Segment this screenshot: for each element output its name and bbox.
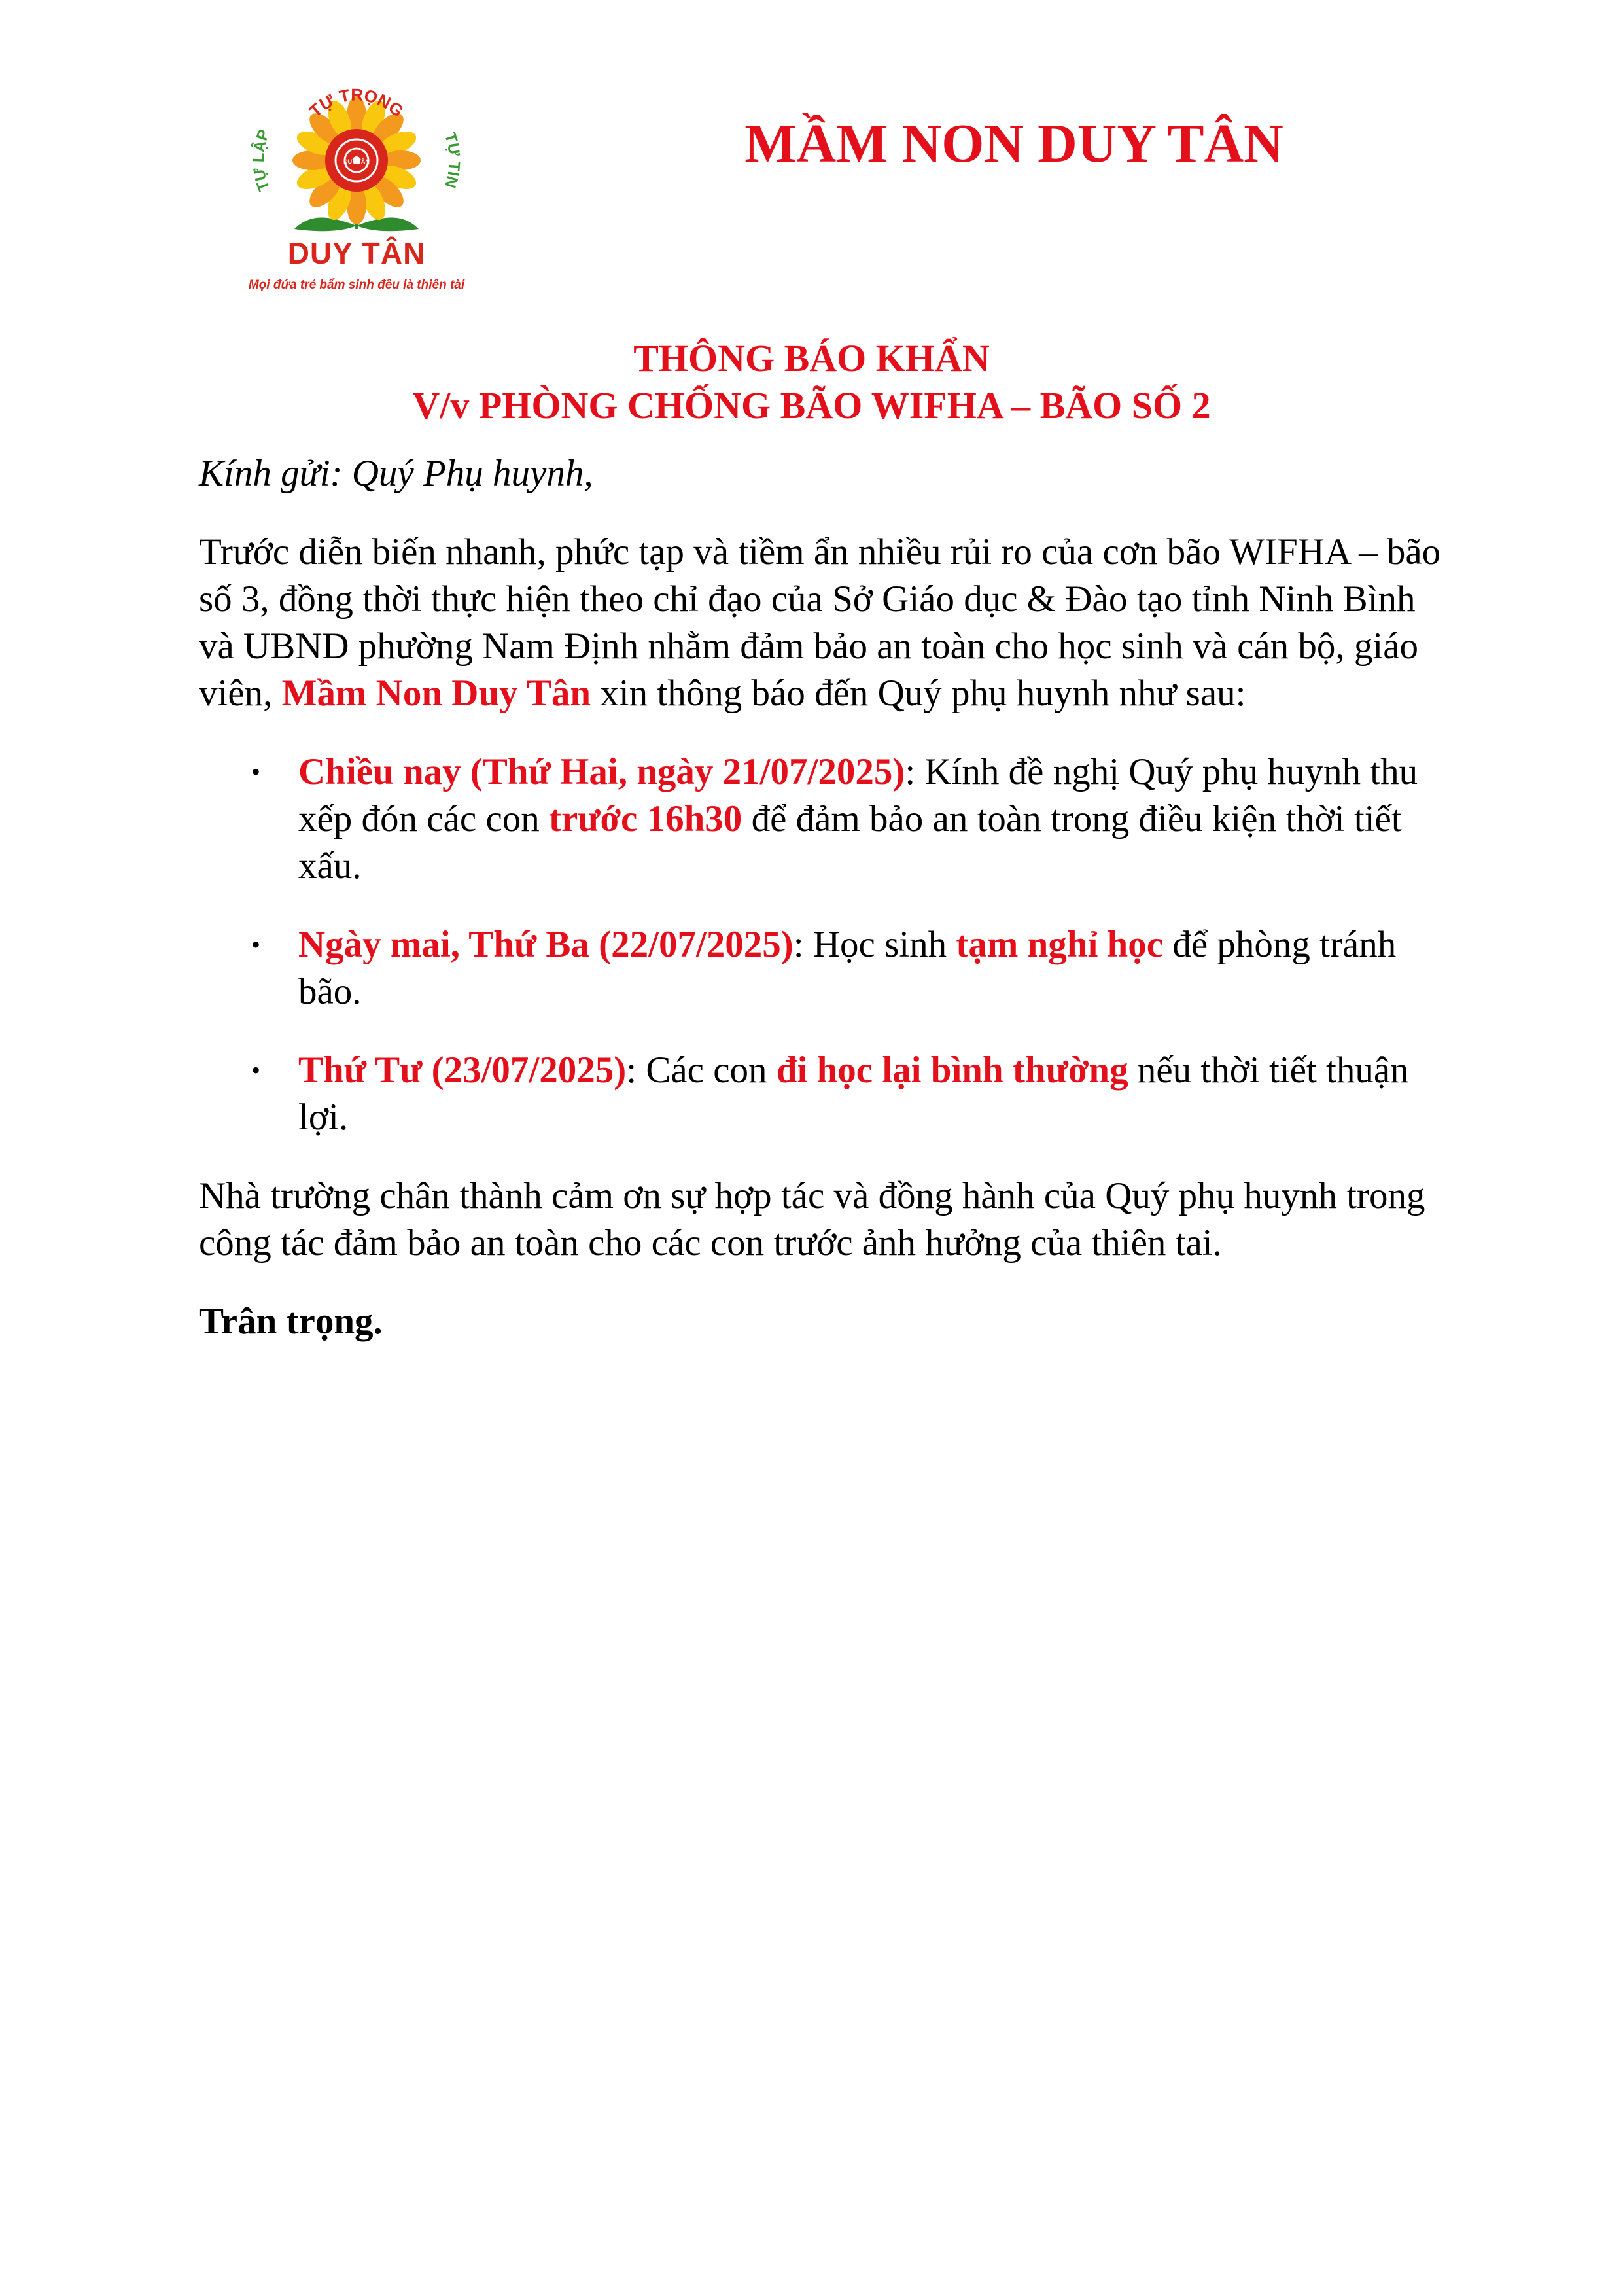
notice-title: [0, 335, 1623, 429]
logo-arc-left-text: TỰ LẬP: [250, 127, 273, 194]
list-item: [199, 1047, 1442, 1141]
notice-title-line1: THÔNG BÁO KHẨN: [633, 337, 990, 380]
list-item: [199, 749, 1442, 890]
intro-text-before: Trước diễn biến nhanh, phức tạp và tiềm ẩn nhiều rủi ro của cơn bão WIFHA – bão số 3, đồng thời thực hiện theo chỉ đạo của Sở Giáo dục & Đào tạo tỉnh Ninh Bình và UBND phường Nam Định nhằm đảm bảo an toàn cho học sinh và cán bộ, giáo viên,: [199, 531, 1441, 714]
item-text: : Các con: [626, 1050, 777, 1091]
intro-text-after: xin thông báo đến Quý phụ huynh như sau:: [591, 673, 1246, 714]
greeting: Kính gửi: Quý Phụ huynh,: [199, 453, 593, 494]
item-text: : Học sinh: [793, 924, 956, 965]
item-label: Ngày mai, Thứ Ba (22/07/2025): [298, 924, 794, 965]
item-text: nếu thời tiết thuận lợi.: [298, 1050, 1409, 1138]
notice-items-list: [199, 749, 1442, 1141]
item-text: để đảm bảo an toàn trong điều kiện thời tiết xấu.: [298, 798, 1402, 887]
item-text: : Kính đề nghị Quý phụ huynh thu xếp đón các con: [298, 751, 1418, 839]
logo-arc-right-text: TỰ TIN: [441, 130, 463, 190]
intro-paragraph: [199, 529, 1442, 717]
list-item: [199, 921, 1442, 1016]
logo-name: DUY TÂN: [287, 236, 426, 270]
item-label: Thứ Tư (23/07/2025): [298, 1050, 627, 1091]
item-highlight: trước 16h30: [549, 798, 742, 839]
bullet-icon: •: [251, 757, 261, 786]
logo-center-text: DUY TÂN: [343, 158, 370, 165]
item-highlight: tạm nghỉ học: [956, 924, 1164, 965]
bullet-icon: •: [251, 1055, 261, 1085]
school-name: MẦM NON DUY TÂN: [744, 113, 1283, 174]
item-highlight: đi học lại bình thường: [776, 1050, 1128, 1091]
item-text: để phòng tránh bão.: [298, 924, 1397, 1012]
sunflower-logo-icon: [232, 52, 481, 242]
logo-slogan: Mọi đứa trẻ bẩm sinh đều là thiên tài: [248, 278, 465, 292]
intro-school-highlight: Mầm Non Duy Tân: [281, 673, 591, 714]
closing-paragraph: Nhà trường chân thành cảm ơn sự hợp tác và đồng hành của Quý phụ huynh trong công tác đảm bảo an toàn cho các con trước ảnh hưởng của thiên tai.: [199, 1175, 1425, 1263]
school-logo: [232, 52, 481, 304]
item-label: Chiều nay (Thứ Hai, ngày 21/07/2025): [298, 751, 905, 792]
bullet-icon: •: [251, 930, 261, 959]
signoff: Trân trọng.: [199, 1301, 383, 1342]
notice-body: [199, 450, 1442, 1345]
notice-title-line2: V/v PHÒNG CHỐNG BÃO WIFHA – BÃO SỐ 2: [412, 384, 1211, 427]
logo-arc-top-text: TỰ TRỌNG: [305, 84, 408, 121]
